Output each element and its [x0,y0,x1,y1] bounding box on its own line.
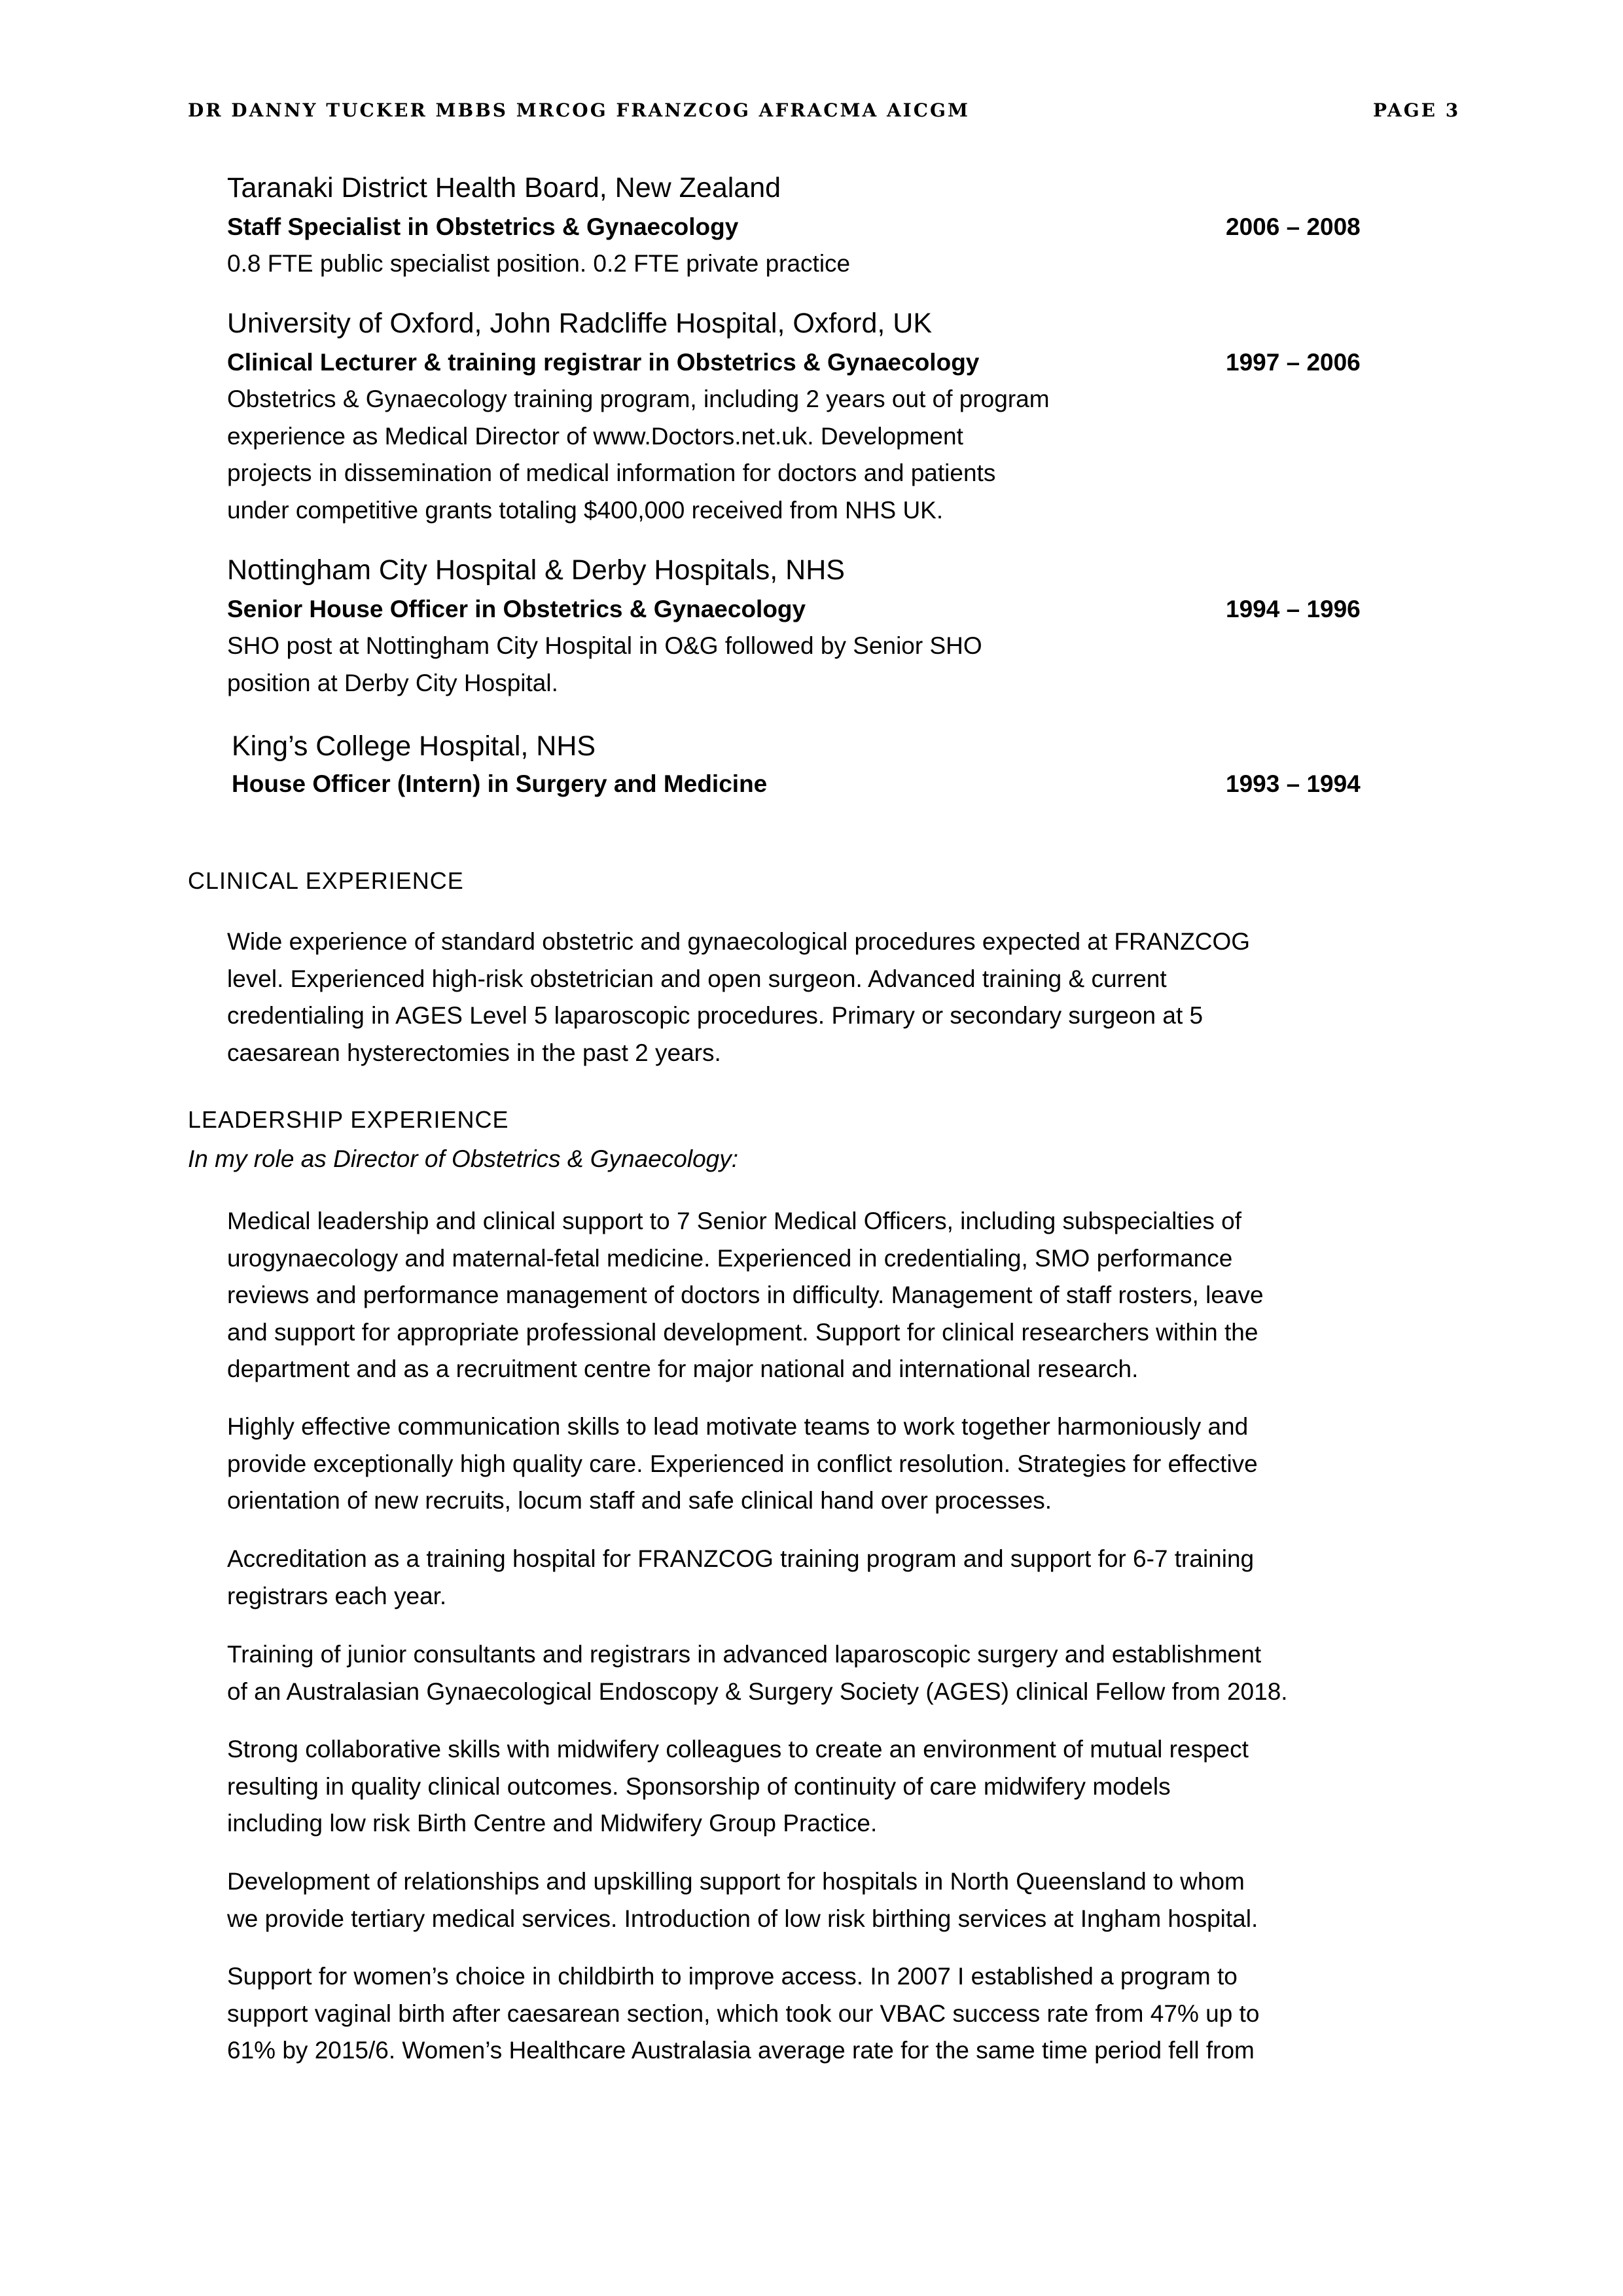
clinical-heading: CLINICAL EXPERIENCE [188,867,464,894]
paragraph-line: orientation of new recruits, locum staff and safe clinical hand over processes. [227,1487,1052,1514]
organisation: Taranaki District Health Board, New Zealand [227,172,781,204]
description-line: SHO post at Nottingham City Hospital in O&G followed by Senior SHO [227,632,982,659]
leadership-paragraph [227,1541,1254,1615]
paragraph-line: Highly effective communication skills to lead motivate teams to work together harmoniously and [227,1413,1249,1440]
role-description [227,628,982,702]
organisation: Nottingham City Hospital & Derby Hospitals, NHS [227,554,845,586]
paragraph-line: provide exceptionally high quality care. Experienced in conflict resolution. Strategies for effective [227,1450,1258,1477]
paragraph-line: Accreditation as a training hospital for FRANZCOG training program and support for 6-7 training [227,1545,1255,1572]
paragraph-line: registrars each year. [227,1582,447,1609]
role-description [227,245,850,283]
role-years: 2006 – 2008 [1226,213,1361,240]
paragraph-line: urogynaecology and maternal-fetal medicine. Experienced in credentialing, SMO performance [227,1244,1233,1272]
paragraph-line: we provide tertiary medical services. Introduction of low risk birthing services at Ingham hospital. [227,1905,1258,1932]
organisation: University of Oxford, John Radcliffe Hospital, Oxford, UK [227,308,933,339]
paragraph-line: caesarean hysterectomies in the past 2 years. [227,1039,721,1066]
leadership-paragraph [227,1636,1288,1710]
description-line: Obstetrics & Gynaecology training program, including 2 years out of program [227,386,1050,412]
role-title: Senior House Officer in Obstetrics & Gynaecology [227,596,806,622]
role-title: House Officer (Intern) in Surgery and Medicine [232,770,768,797]
description-line: 0.8 FTE public specialist position. 0.2 FTE private practice [227,250,851,277]
leadership-heading: LEADERSHIP EXPERIENCE [188,1106,509,1133]
role-description [227,381,1050,529]
paragraph-line: Medical leadership and clinical support to 7 Senior Medical Officers, including subspecialties of [227,1208,1242,1234]
description-line: under competitive grants totaling $400,000 received from NHS UK. [227,496,944,524]
paragraph-line: including low risk Birth Centre and Midwifery Group Practice. [227,1810,878,1837]
role-years: 1994 – 1996 [1226,596,1361,622]
paragraph-line: department and as a recruitment centre for major national and international research. [227,1355,1139,1382]
paragraph-line: credentialing in AGES Level 5 laparoscopic procedures. Primary or secondary surgeon at 5 [227,1002,1204,1029]
paragraph-line: Strong collaborative skills with midwifery colleagues to create an environment of mutual respect [227,1736,1249,1763]
leadership-paragraph [227,1958,1259,2070]
paragraph-line: resulting in quality clinical outcomes. Sponsorship of continuity of care midwifery models [227,1772,1171,1800]
paragraph-line: level. Experienced high-risk obstetrician and open surgeon. Advanced training & current [227,965,1167,992]
page-number: PAGE 3 [1373,99,1461,121]
paragraph-line: Support for women’s choice in childbirth to improve access. In 2007 I established a program to [227,1963,1238,1990]
paragraph-line: and support for appropriate professional development. Support for clinical researchers within the [227,1318,1258,1346]
role-years: 1997 – 2006 [1226,349,1361,376]
paragraph-line: Wide experience of standard obstetric and gynaecological procedures expected at FRANZCOG [227,928,1251,955]
description-line: experience as Medical Director of www.Doctors.net.uk. Development [227,422,963,450]
paragraph-line: support vaginal birth after caesarean section, which took our VBAC success rate from 47% up to [227,2000,1260,2027]
role-title: Staff Specialist in Obstetrics & Gynaecology [227,213,739,240]
leadership-paragraph [227,1408,1258,1520]
leadership-paragraph [227,1203,1264,1388]
paragraph-line: 61% by 2015/6. Women’s Healthcare Australasia average rate for the same time period fell from [227,2037,1255,2064]
role-title: Clinical Lecturer & training registrar in Obstetrics & Gynaecology [227,349,980,376]
description-line: position at Derby City Hospital. [227,669,558,696]
header-name: DR DANNY TUCKER MBBS MRCOG FRANZCOG AFRACMA AICGM [188,99,970,121]
organisation: King’s College Hospital, NHS [232,730,596,762]
description-line: projects in dissemination of medical information for doctors and patients [227,459,996,486]
leadership-paragraph [227,1863,1258,1937]
paragraph-line: of an Australasian Gynaecological Endoscopy & Surgery Society (AGES) clinical Fellow from 2018. [227,1677,1288,1705]
paragraph-line: Training of junior consultants and registrars in advanced laparoscopic surgery and establishment [227,1641,1262,1668]
leadership-intro: In my role as Director of Obstetrics & Gynaecology: [188,1145,739,1172]
leadership-paragraph [227,1731,1249,1842]
paragraph-line: Development of relationships and upskilling support for hospitals in North Queensland to whom [227,1868,1245,1895]
clinical-paragraph [227,924,1250,1071]
paragraph-line: reviews and performance management of doctors in difficulty. Management of staff rosters, leave [227,1282,1264,1308]
role-years: 1993 – 1994 [1226,770,1361,797]
